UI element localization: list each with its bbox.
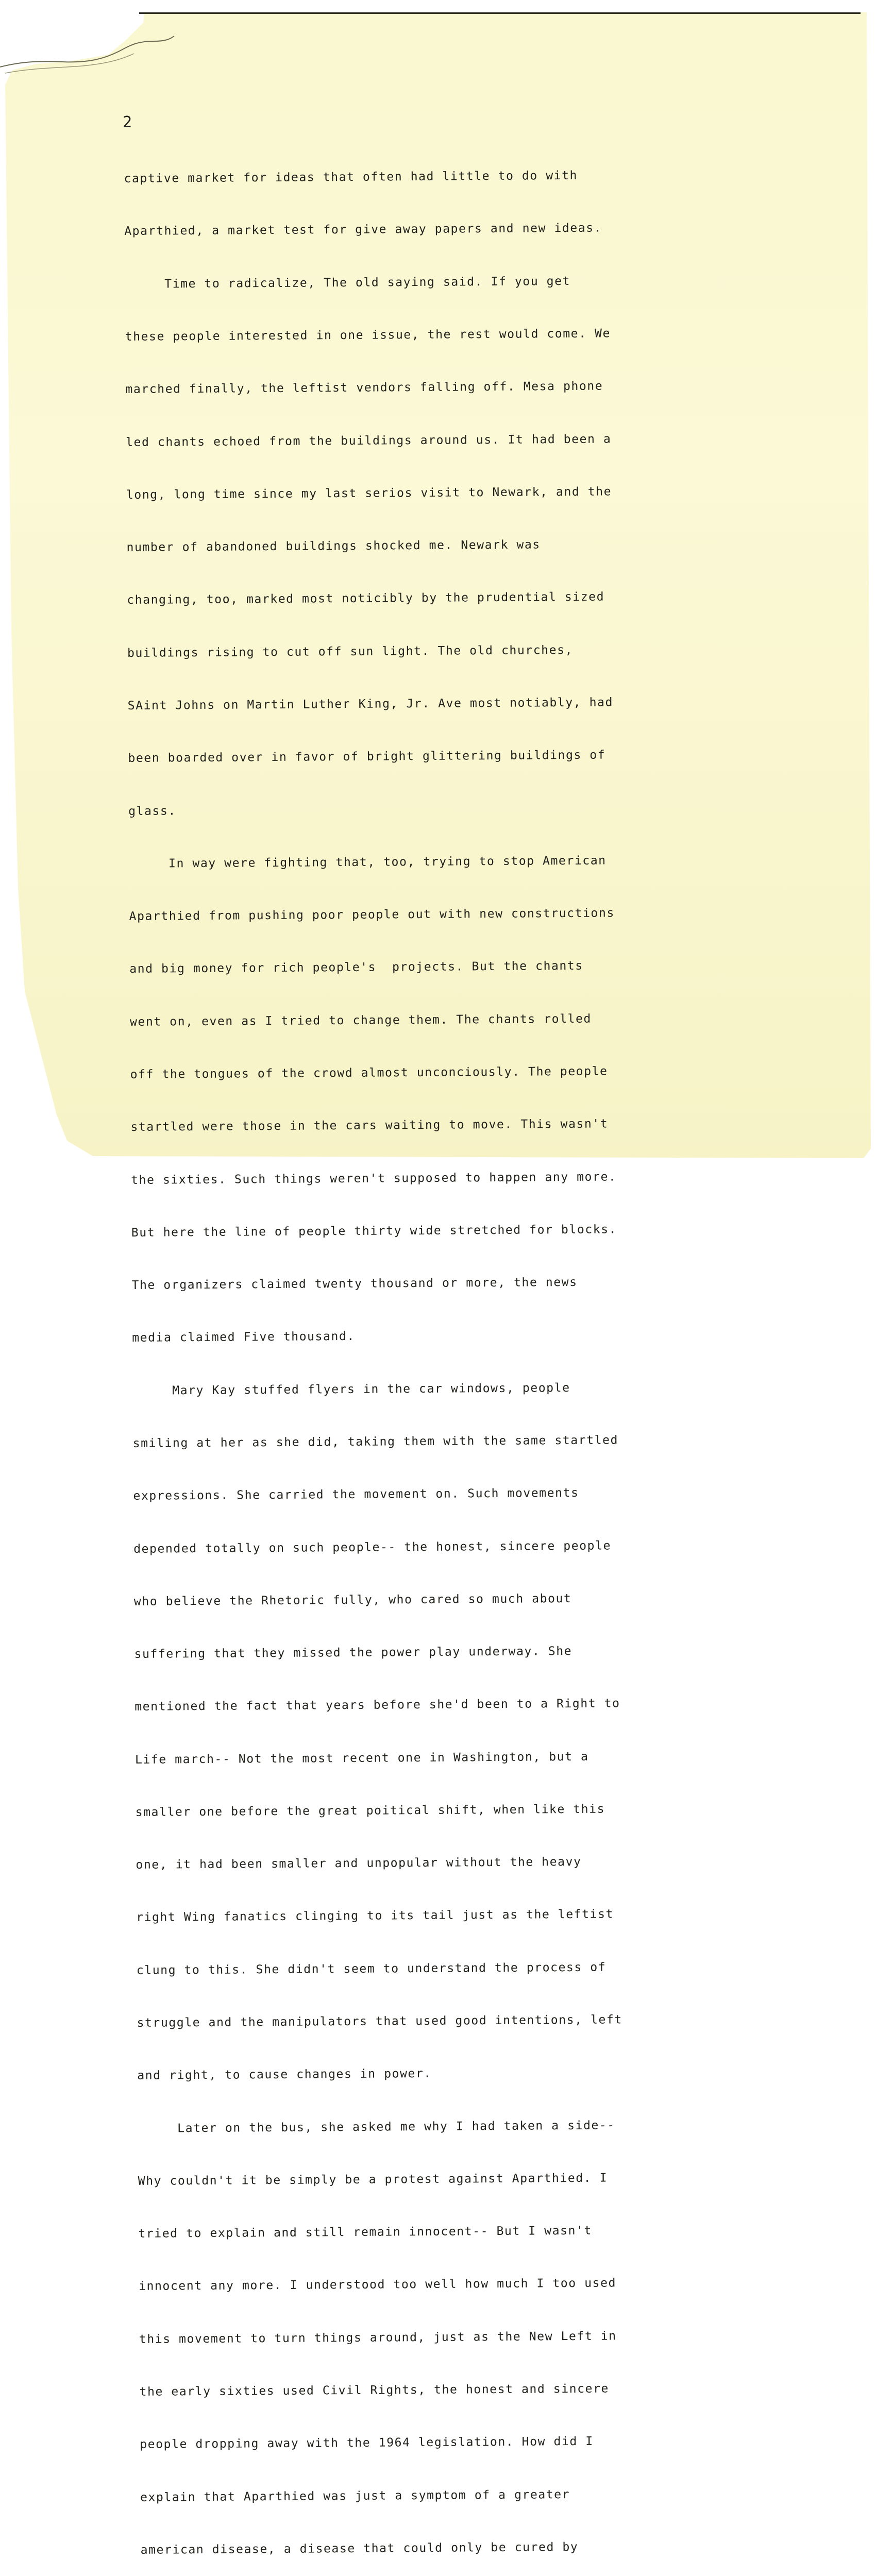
text-line: marched finally, the leftist vendors falling off. Mesa phone bbox=[125, 379, 603, 397]
text-line: smiling at her as she did, taking them with the same startled bbox=[132, 1433, 619, 1450]
text-line: Aparthied, a market test for give away papers and new ideas. bbox=[124, 221, 602, 239]
text-line: glass. bbox=[128, 804, 176, 818]
text-line: american disease, a disease that could only be cured by bbox=[140, 2540, 579, 2557]
text-line: Aparthied from pushing poor people out with new constructions bbox=[129, 906, 615, 924]
text-line: changing, too, marked most noticibly by the prudential sized bbox=[127, 590, 605, 607]
text-line: the early sixties used Civil Rights, the honest and sincere bbox=[139, 2382, 610, 2399]
text-line: innocent any more. I understood too well how much I too used bbox=[139, 2276, 617, 2294]
text-line: But here the line of people thirty wide stretched for blocks. bbox=[131, 1223, 617, 1240]
text-line: led chants echoed from the buildings around us. It had been a bbox=[126, 432, 612, 449]
text-line: expressions. She carried the movement on. Such movements bbox=[133, 1486, 579, 1503]
typewritten-body bbox=[124, 130, 783, 2576]
text-line: long, long time since my last serios visit to Newark, and the bbox=[126, 485, 612, 502]
text-line: In way were fighting that, too, trying to stop American bbox=[128, 854, 607, 871]
text-line: right Wing fanatics clinging to its tail just as the leftist bbox=[136, 1907, 614, 1925]
text-line: Mary Kay stuffed flyers in the car windows, people bbox=[132, 1381, 570, 1398]
text-line: explain that Aparthied was just a symptom of a greater bbox=[140, 2487, 570, 2504]
text-line: and right, to cause changes in power. bbox=[137, 2067, 432, 2083]
text-line: went on, even as I tried to change them. The chants rolled bbox=[129, 1012, 592, 1029]
text-line: Life march-- Not the most recent one in Washington, but a bbox=[134, 1750, 589, 1767]
text-line: smaller one before the great poitical shift, when like this bbox=[135, 1802, 605, 1819]
text-line: buildings rising to cut off sun light. The old churches, bbox=[127, 643, 574, 660]
text-line: one, it had been smaller and unpopular without the heavy bbox=[136, 1855, 582, 1872]
text-line: captive market for ideas that often had little to do with bbox=[124, 169, 578, 186]
text-line: suffering that they missed the power play underway. She bbox=[134, 1645, 572, 1661]
text-line: Time to radicalize, The old saying said. If you get bbox=[124, 274, 571, 291]
text-line: number of abandoned buildings shocked me. Newark was bbox=[126, 538, 541, 555]
text-line: and big money for rich people's projects. But the chants bbox=[129, 959, 583, 976]
text-line: Later on the bus, she asked me why I had taken a side-- bbox=[137, 2119, 615, 2136]
text-line: been boarded over in favor of bright glittering buildings of bbox=[128, 748, 606, 766]
text-line: Why couldn't it be simply be a protest against Aparthied. I bbox=[138, 2171, 608, 2188]
text-line: off the tongues of the crowd almost unconciously. The people bbox=[130, 1064, 608, 1081]
torn-corner-mark bbox=[0, 31, 175, 88]
text-line: startled were those in the cars waiting to move. This wasn't bbox=[130, 1117, 609, 1134]
text-line: media claimed Five thousand. bbox=[132, 1330, 355, 1345]
text-line: the sixties. Such things weren't supposed to happen any more. bbox=[131, 1170, 617, 1187]
text-line: people dropping away with the 1964 legislation. How did I bbox=[140, 2435, 594, 2452]
text-line: depended totally on such people-- the honest, sincere people bbox=[133, 1538, 612, 1556]
text-line: clung to this. She didn't seem to understand the process of bbox=[136, 1960, 607, 1977]
text-line: these people interested in one issue, the rest would come. We bbox=[125, 327, 611, 344]
text-line: SAint Johns on Martin Luther King, Jr. Ave most notiably, had bbox=[127, 696, 614, 713]
text-line: who believe the Rhetoric fully, who cared so much about bbox=[133, 1591, 572, 1608]
text-line: tried to explain and still remain innocent-- But I wasn't bbox=[138, 2224, 593, 2241]
text-line: mentioned the fact that years before she'd been to a Right to bbox=[134, 1697, 620, 1714]
text-line: The organizers claimed twenty thousand or more, the news bbox=[131, 1276, 578, 1293]
text-line: struggle and the manipulators that used good intentions, left bbox=[137, 2013, 622, 2030]
text-line: this movement to turn things around, just as the New Left in bbox=[139, 2329, 617, 2346]
page-number: 2 bbox=[123, 113, 132, 131]
top-edge-rule bbox=[139, 12, 861, 14]
